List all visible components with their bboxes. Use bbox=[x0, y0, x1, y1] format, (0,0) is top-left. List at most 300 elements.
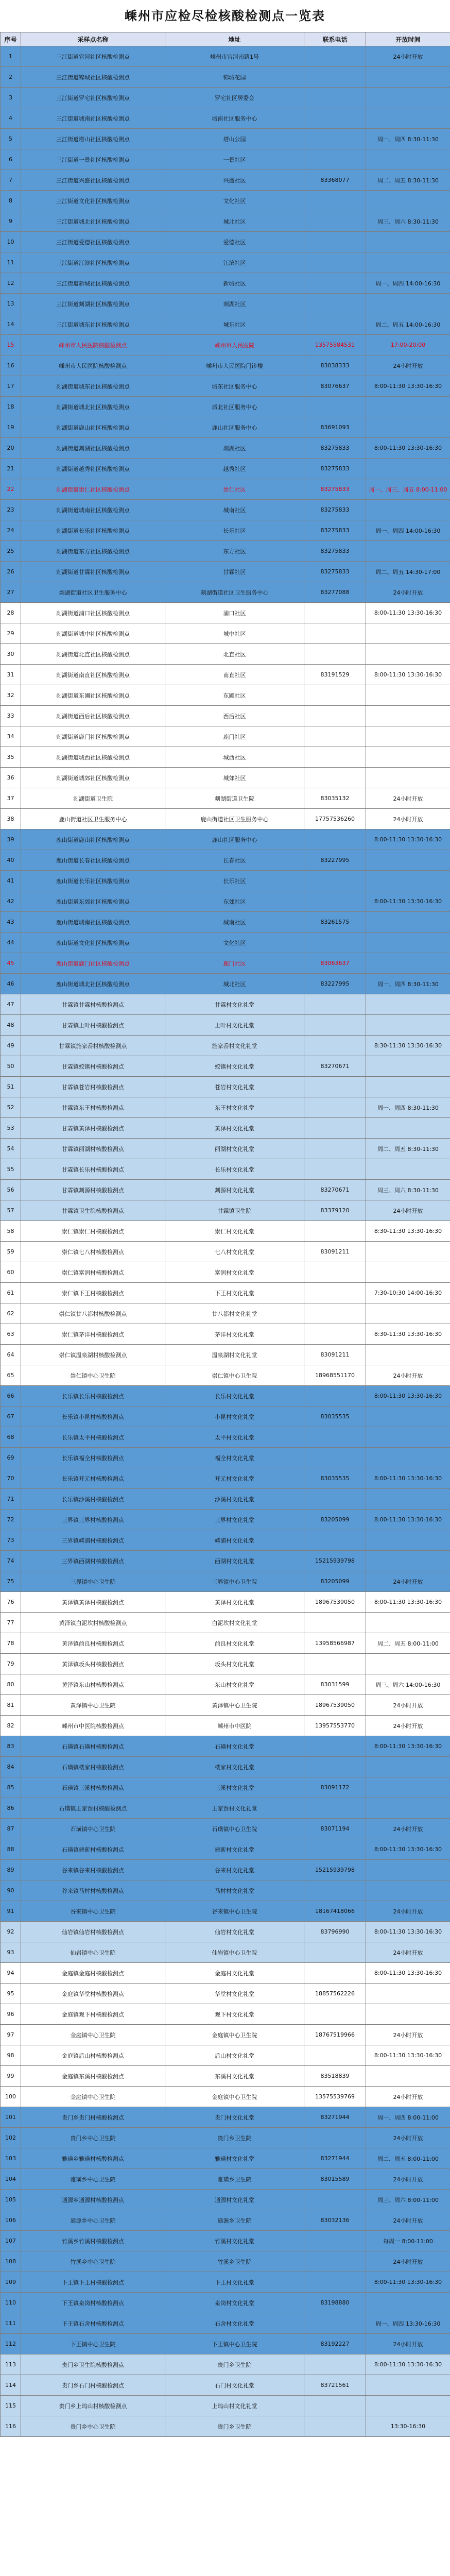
cell-no: 50 bbox=[1, 1056, 21, 1077]
cell-phone bbox=[304, 2251, 366, 2272]
cell-time: 24小时开放 bbox=[366, 1571, 450, 1592]
cell-name: 剡湖街道北直社区核酸检测点 bbox=[21, 644, 165, 665]
cell-no: 44 bbox=[1, 933, 21, 953]
cell-phone bbox=[304, 397, 366, 417]
cell-name: 剡湖街道西后社区核酸检测点 bbox=[21, 706, 165, 726]
table-row bbox=[1, 665, 450, 685]
table-row bbox=[1, 2354, 450, 2375]
cell-address: 罗宅社区居委会 bbox=[165, 88, 304, 108]
table-row bbox=[1, 1262, 450, 1283]
cell-name: 剡湖街道社区卫生服务中心 bbox=[21, 582, 165, 603]
cell-address: 城北社区服务中心 bbox=[165, 397, 304, 417]
cell-time: 周一、周四 14:00-16:30 bbox=[366, 273, 450, 294]
cell-name: 剡湖街道浦口社区核酸检测点 bbox=[21, 603, 165, 623]
cell-name: 嵊州市中医院核酸检测点 bbox=[21, 1716, 165, 1736]
cell-phone bbox=[304, 191, 366, 211]
cell-time: 周三、周六 14:00-16:30 bbox=[366, 1674, 450, 1695]
cell-address: 富润村文化礼堂 bbox=[165, 1262, 304, 1283]
cell-time: 8:30-11:30 13:30-16:30 bbox=[366, 1221, 450, 1242]
cell-phone: 83205099 bbox=[304, 1510, 366, 1530]
cell-phone: 18767519966 bbox=[304, 2025, 366, 2045]
cell-phone bbox=[304, 2313, 366, 2334]
cell-name: 三界镇西湖村核酸检测点 bbox=[21, 1551, 165, 1571]
cell-time bbox=[366, 747, 450, 768]
cell-time: 8:00-11:30 13:30-16:30 bbox=[366, 2272, 450, 2293]
cell-no: 12 bbox=[1, 273, 21, 294]
cell-time: 周三、周六 8:00-11:00 bbox=[366, 2190, 450, 2210]
cell-phone: 83205099 bbox=[304, 1571, 366, 1592]
table-row bbox=[1, 1551, 450, 1571]
cell-time bbox=[366, 2396, 450, 2416]
cell-address: 城南社区 bbox=[165, 500, 304, 520]
cell-address: 通源村文化礼堂 bbox=[165, 2190, 304, 2210]
cell-name: 崇仁镇廿八都村核酸检测点 bbox=[21, 1303, 165, 1324]
table-row bbox=[1, 1984, 450, 2004]
cell-address: 谷来村文化礼堂 bbox=[165, 1860, 304, 1880]
cell-address: 廿八都村文化礼堂 bbox=[165, 1303, 304, 1324]
cell-name: 通源乡通源村核酸检测点 bbox=[21, 2190, 165, 2210]
table-row bbox=[1, 108, 450, 129]
cell-no: 115 bbox=[1, 2396, 21, 2416]
table-row bbox=[1, 170, 450, 191]
table-row bbox=[1, 1613, 450, 1633]
cell-name: 三江街道江滨社区核酸检测点 bbox=[21, 252, 165, 273]
cell-address: 城中社区 bbox=[165, 623, 304, 644]
cell-no: 88 bbox=[1, 1839, 21, 1860]
table-row bbox=[1, 747, 450, 768]
cell-time bbox=[366, 2004, 450, 2025]
cell-phone bbox=[304, 1386, 366, 1406]
cell-name: 长乐镇福全村核酸检测点 bbox=[21, 1448, 165, 1468]
cell-address: 谷来镇中心卫生院 bbox=[165, 1901, 304, 1922]
cell-time bbox=[366, 252, 450, 273]
cell-no: 47 bbox=[1, 994, 21, 1015]
cell-phone bbox=[304, 149, 366, 170]
table-row bbox=[1, 397, 450, 417]
cell-phone: 83192227 bbox=[304, 2334, 366, 2354]
cell-phone bbox=[304, 67, 366, 88]
cell-no: 20 bbox=[1, 438, 21, 459]
cell-address: 石璜镇中心卫生院 bbox=[165, 1819, 304, 1839]
table-row bbox=[1, 1736, 450, 1757]
cell-time bbox=[366, 500, 450, 520]
cell-time bbox=[366, 912, 450, 933]
cell-phone bbox=[304, 2272, 366, 2293]
cell-no: 58 bbox=[1, 1221, 21, 1242]
cell-time: 周二、周五 14:30-17:00 bbox=[366, 562, 450, 582]
cell-phone bbox=[304, 871, 366, 891]
cell-no: 3 bbox=[1, 88, 21, 108]
cell-no: 52 bbox=[1, 1097, 21, 1118]
table-row bbox=[1, 1139, 450, 1159]
table-row bbox=[1, 1448, 450, 1468]
cell-phone: 83031599 bbox=[304, 1674, 366, 1695]
cell-phone bbox=[304, 891, 366, 912]
cell-time: 周三、周六 8:30-11:30 bbox=[366, 211, 450, 232]
cell-no: 65 bbox=[1, 1365, 21, 1386]
cell-time: 周二、周五 8:00-11:00 bbox=[366, 2148, 450, 2169]
cell-no: 39 bbox=[1, 829, 21, 850]
cell-name: 仙岩镇中心卫生院 bbox=[21, 1942, 165, 1963]
cell-phone: 83038333 bbox=[304, 355, 366, 376]
cell-address: 兴盛社区 bbox=[165, 170, 304, 191]
cell-name: 三界镇三界村核酸检测点 bbox=[21, 1510, 165, 1530]
table-row bbox=[1, 850, 450, 871]
cell-address: 东溪村文化礼堂 bbox=[165, 2066, 304, 2087]
cell-no: 6 bbox=[1, 149, 21, 170]
cell-phone: 18967539050 bbox=[304, 1695, 366, 1716]
cell-address: 崇仁镇中心卫生院 bbox=[165, 1365, 304, 1386]
cell-time: 24小时开放 bbox=[366, 2025, 450, 2045]
cell-no: 105 bbox=[1, 2190, 21, 2210]
cell-time: 24小时开放 bbox=[366, 2128, 450, 2148]
cell-time bbox=[366, 1242, 450, 1262]
cell-address: 东方社区 bbox=[165, 541, 304, 562]
cell-time bbox=[366, 2375, 450, 2396]
cell-time: 24小时开放 bbox=[366, 2251, 450, 2272]
cell-no: 111 bbox=[1, 2313, 21, 2334]
cell-phone bbox=[304, 232, 366, 252]
cell-phone: 13958566987 bbox=[304, 1633, 366, 1654]
cell-address: 剡湖街道卫生院 bbox=[165, 788, 304, 809]
cell-address: 后山村文化礼堂 bbox=[165, 2045, 304, 2066]
cell-phone bbox=[304, 685, 366, 706]
cell-phone bbox=[304, 2354, 366, 2375]
table-row bbox=[1, 623, 450, 644]
cell-address: 浦口社区 bbox=[165, 603, 304, 623]
cell-address: 石门村文化礼堂 bbox=[165, 2375, 304, 2396]
table-header-row bbox=[1, 32, 450, 46]
cell-name: 竹溪乡竹溪村核酸检测点 bbox=[21, 2231, 165, 2251]
cell-name: 剡湖街道卫生院 bbox=[21, 788, 165, 809]
cell-no: 97 bbox=[1, 2025, 21, 2045]
cell-name: 贵门乡贵门村核酸检测点 bbox=[21, 2107, 165, 2128]
cell-time bbox=[366, 1077, 450, 1097]
cell-phone: 83275833 bbox=[304, 500, 366, 520]
cell-no: 96 bbox=[1, 2004, 21, 2025]
cell-time bbox=[366, 294, 450, 314]
cell-address: 蛟镇村文化礼堂 bbox=[165, 1056, 304, 1077]
table-row bbox=[1, 2169, 450, 2190]
cell-phone bbox=[304, 252, 366, 273]
table-row bbox=[1, 1159, 450, 1180]
cell-time: 周一、周四 14:00-16:30 bbox=[366, 520, 450, 541]
table-row bbox=[1, 1757, 450, 1777]
table-row bbox=[1, 1365, 450, 1386]
table-row bbox=[1, 129, 450, 149]
cell-address: 长乐社区 bbox=[165, 871, 304, 891]
cell-no: 87 bbox=[1, 1819, 21, 1839]
cell-name: 石璜镇中心卫生院 bbox=[21, 1819, 165, 1839]
table-row bbox=[1, 500, 450, 520]
cell-name: 崇仁镇崇仁村核酸检测点 bbox=[21, 1221, 165, 1242]
cell-no: 66 bbox=[1, 1386, 21, 1406]
table-row bbox=[1, 1942, 450, 1963]
table-row bbox=[1, 252, 450, 273]
table-row bbox=[1, 1015, 450, 1036]
table-row bbox=[1, 1242, 450, 1262]
cell-time: 每周一 8:00-11:00 bbox=[366, 2231, 450, 2251]
cell-address: 金庭镇中心卫生院 bbox=[165, 2025, 304, 2045]
cell-no: 89 bbox=[1, 1860, 21, 1880]
cell-address: 开元村文化礼堂 bbox=[165, 1468, 304, 1489]
cell-time bbox=[366, 397, 450, 417]
cell-no: 56 bbox=[1, 1180, 21, 1200]
cell-phone bbox=[304, 1036, 366, 1056]
cell-phone: 83518839 bbox=[304, 2066, 366, 2087]
cell-name: 剡湖街道剡湖社区核酸检测点 bbox=[21, 438, 165, 459]
table-row bbox=[1, 1200, 450, 1221]
cell-time bbox=[366, 644, 450, 665]
cell-address: 城北社区 bbox=[165, 974, 304, 994]
cell-no: 34 bbox=[1, 726, 21, 747]
cell-address: 福全村文化礼堂 bbox=[165, 1448, 304, 1468]
table-row bbox=[1, 2416, 450, 2437]
cell-phone: 83035132 bbox=[304, 788, 366, 809]
table-row bbox=[1, 1674, 450, 1695]
cell-name: 三江街道文化社区核酸检测点 bbox=[21, 191, 165, 211]
cell-name: 鹿山街道东郊社区核酸检测点 bbox=[21, 891, 165, 912]
cell-phone: 83091172 bbox=[304, 1777, 366, 1798]
cell-name: 黄泽镇中心卫生院 bbox=[21, 1695, 165, 1716]
cell-phone: 18857562226 bbox=[304, 1984, 366, 2004]
table-row bbox=[1, 726, 450, 747]
cell-time bbox=[366, 67, 450, 88]
cell-time bbox=[366, 1860, 450, 1880]
cell-address: 马村村文化礼堂 bbox=[165, 1880, 304, 1901]
cell-address: 建新村文化礼堂 bbox=[165, 1839, 304, 1860]
cell-time bbox=[366, 1056, 450, 1077]
cell-name: 甘霖镇上叶村核酸检测点 bbox=[21, 1015, 165, 1036]
table-row bbox=[1, 67, 450, 88]
cell-no: 67 bbox=[1, 1406, 21, 1427]
table-row bbox=[1, 2231, 450, 2251]
cell-no: 42 bbox=[1, 891, 21, 912]
cell-time: 24小时开放 bbox=[366, 355, 450, 376]
cell-time bbox=[366, 1613, 450, 1633]
cell-name: 石璜镇楼家村核酸检测点 bbox=[21, 1757, 165, 1777]
cell-name: 金庭镇东溪村核酸检测点 bbox=[21, 2066, 165, 2087]
cell-time bbox=[366, 1984, 450, 2004]
cell-time: 8:00-11:30 13:30-16:30 bbox=[366, 665, 450, 685]
cell-phone: 83368077 bbox=[304, 170, 366, 191]
cell-no: 61 bbox=[1, 1283, 21, 1303]
cell-name: 崇仁镇下王村核酸检测点 bbox=[21, 1283, 165, 1303]
cell-no: 91 bbox=[1, 1901, 21, 1922]
cell-no: 64 bbox=[1, 1345, 21, 1365]
cell-no: 63 bbox=[1, 1324, 21, 1345]
cell-phone bbox=[304, 1757, 366, 1777]
cell-name: 三江街道塔山社区核酸检测点 bbox=[21, 129, 165, 149]
cell-address: 上坞山村文化礼堂 bbox=[165, 2396, 304, 2416]
cell-phone: 13575584531 bbox=[304, 335, 366, 355]
cell-time bbox=[366, 1798, 450, 1819]
table-body bbox=[1, 46, 450, 2437]
cell-phone: 83379120 bbox=[304, 1200, 366, 1221]
table-row bbox=[1, 2334, 450, 2354]
cell-name: 甘霖镇蛟镇村核酸检测点 bbox=[21, 1056, 165, 1077]
cell-no: 53 bbox=[1, 1118, 21, 1139]
cell-phone bbox=[304, 1798, 366, 1819]
cell-time: 7:30-10:30 14:00-16:30 bbox=[366, 1283, 450, 1303]
table-row bbox=[1, 1716, 450, 1736]
cell-name: 三江街道城北社区核酸检测点 bbox=[21, 211, 165, 232]
cell-phone bbox=[304, 1159, 366, 1180]
cell-time: 8:00-11:30 13:30-16:30 bbox=[366, 1386, 450, 1406]
cell-name: 嵊州市人民医院核酸检测点 bbox=[21, 335, 165, 355]
cell-time: 24小时开放 bbox=[366, 2169, 450, 2190]
cell-time bbox=[366, 1345, 450, 1365]
cell-address: 王家岙村文化礼堂 bbox=[165, 1798, 304, 1819]
cell-phone bbox=[304, 933, 366, 953]
cell-time bbox=[366, 1448, 450, 1468]
cell-address: 城西社区 bbox=[165, 747, 304, 768]
cell-no: 38 bbox=[1, 809, 21, 829]
cell-address: 前良村文化礼堂 bbox=[165, 1633, 304, 1654]
cell-no: 41 bbox=[1, 871, 21, 891]
cell-time bbox=[366, 1262, 450, 1283]
cell-phone bbox=[304, 726, 366, 747]
table-row bbox=[1, 479, 450, 500]
cell-time bbox=[366, 623, 450, 644]
cell-address: 江滨社区 bbox=[165, 252, 304, 273]
cell-name: 剡湖街道城北社区核酸检测点 bbox=[21, 397, 165, 417]
cell-address: 崇仁社区 bbox=[165, 479, 304, 500]
cell-time bbox=[366, 768, 450, 788]
table-row bbox=[1, 829, 450, 850]
cell-no: 27 bbox=[1, 582, 21, 603]
cell-address: 鹿山社区服务中心 bbox=[165, 417, 304, 438]
cell-address: 竹溪村文化礼堂 bbox=[165, 2231, 304, 2251]
cell-address: 三溪村文化礼堂 bbox=[165, 1777, 304, 1798]
cell-address: 观下村文化礼堂 bbox=[165, 2004, 304, 2025]
cell-no: 74 bbox=[1, 1551, 21, 1571]
cell-no: 16 bbox=[1, 355, 21, 376]
cell-address: 甘霖社区 bbox=[165, 562, 304, 582]
cell-address: 贵门村文化礼堂 bbox=[165, 2107, 304, 2128]
cell-phone bbox=[304, 1118, 366, 1139]
cell-name: 崇仁镇茅洋村核酸检测点 bbox=[21, 1324, 165, 1345]
cell-name: 金庭镇观下村核酸检测点 bbox=[21, 2004, 165, 2025]
table-row bbox=[1, 891, 450, 912]
cell-address: 西后社区 bbox=[165, 706, 304, 726]
cell-time: 周二、周五 8:30-11:30 bbox=[366, 170, 450, 191]
cell-time: 24小时开放 bbox=[366, 2334, 450, 2354]
cell-address: 甘霖镇卫生院 bbox=[165, 1200, 304, 1221]
cell-address: 鹿门社区 bbox=[165, 953, 304, 974]
table-row bbox=[1, 2087, 450, 2107]
cell-no: 7 bbox=[1, 170, 21, 191]
cell-name: 鹿山街道城南社区核酸检测点 bbox=[21, 912, 165, 933]
cell-time: 周一、周四 8:30-11:30 bbox=[366, 974, 450, 994]
cell-address: 白泥坎村文化礼堂 bbox=[165, 1613, 304, 1633]
cell-name: 甘霖镇丽湖村核酸检测点 bbox=[21, 1139, 165, 1159]
cell-no: 81 bbox=[1, 1695, 21, 1716]
cell-address: 塔山公园 bbox=[165, 129, 304, 149]
cell-no: 13 bbox=[1, 294, 21, 314]
table-row bbox=[1, 1592, 450, 1613]
cell-address: 越秀社区 bbox=[165, 459, 304, 479]
cell-address: 泉岗村文化礼堂 bbox=[165, 2293, 304, 2313]
cell-address: 嵊州市人民医院 bbox=[165, 335, 304, 355]
cell-phone bbox=[304, 623, 366, 644]
cell-time bbox=[366, 1406, 450, 1427]
cell-time bbox=[366, 850, 450, 871]
cell-phone bbox=[304, 2396, 366, 2416]
cell-time: 8:00-11:30 13:30-16:30 bbox=[366, 438, 450, 459]
cell-no: 85 bbox=[1, 1777, 21, 1798]
cell-name: 三江街道一景社区核酸检测点 bbox=[21, 149, 165, 170]
cell-no: 114 bbox=[1, 2375, 21, 2396]
cell-no: 62 bbox=[1, 1303, 21, 1324]
cell-no: 83 bbox=[1, 1736, 21, 1757]
cell-name: 黄泽镇东山村核酸检测点 bbox=[21, 1674, 165, 1695]
cell-name: 甘霖镇施家岙村核酸检测点 bbox=[21, 1036, 165, 1056]
cell-name: 下王镇中心卫生院 bbox=[21, 2334, 165, 2354]
cell-time: 24小时开放 bbox=[366, 1716, 450, 1736]
cell-address: 城北社区 bbox=[165, 211, 304, 232]
cell-time bbox=[366, 1427, 450, 1448]
cell-address: 剡湖社区 bbox=[165, 438, 304, 459]
cell-name: 剡湖街道城西社区核酸检测点 bbox=[21, 747, 165, 768]
table-row bbox=[1, 953, 450, 974]
cell-address: 石舍村文化礼堂 bbox=[165, 2313, 304, 2334]
cell-name: 贵门乡中心卫生院 bbox=[21, 2416, 165, 2437]
cell-name: 黄泽镇黄泽村核酸检测点 bbox=[21, 1592, 165, 1613]
cell-address: 华堂村文化礼堂 bbox=[165, 1984, 304, 2004]
cell-address: 长乐村文化礼堂 bbox=[165, 1159, 304, 1180]
cell-time: 8:00-11:30 13:30-16:30 bbox=[366, 376, 450, 397]
cell-name: 金庭镇金庭村核酸检测点 bbox=[21, 1963, 165, 1984]
cell-no: 103 bbox=[1, 2148, 21, 2169]
cell-address: 金庭镇中心卫生院 bbox=[165, 2087, 304, 2107]
cell-address: 城南社区 bbox=[165, 912, 304, 933]
cell-phone: 18167418066 bbox=[304, 1901, 366, 1922]
cell-time: 周一、周四 8:00-11:00 bbox=[366, 2107, 450, 2128]
cell-address: 爱德社区 bbox=[165, 232, 304, 252]
cell-phone bbox=[304, 2231, 366, 2251]
cell-time: 24小时开放 bbox=[366, 582, 450, 603]
table-row bbox=[1, 2025, 450, 2045]
table-row bbox=[1, 1839, 450, 1860]
cell-name: 崇仁镇中心卫生院 bbox=[21, 1365, 165, 1386]
table-row bbox=[1, 211, 450, 232]
cell-phone: 83270671 bbox=[304, 1180, 366, 1200]
cell-no: 95 bbox=[1, 1984, 21, 2004]
cell-address: 施家岙村文化礼堂 bbox=[165, 1036, 304, 1056]
cell-name: 嵊州市人民医院核酸检测点 bbox=[21, 355, 165, 376]
cell-name: 甘霖镇黄泽村核酸检测点 bbox=[21, 1118, 165, 1139]
table-row bbox=[1, 232, 450, 252]
cell-address: 文化社区 bbox=[165, 191, 304, 211]
table-row bbox=[1, 1777, 450, 1798]
cell-time: 8:00-11:30 13:30-16:30 bbox=[366, 1963, 450, 1984]
cell-address: 南直社区 bbox=[165, 665, 304, 685]
cell-address: 太平村文化礼堂 bbox=[165, 1427, 304, 1448]
cell-time: 24小时开放 bbox=[366, 2087, 450, 2107]
cell-address: 东王村文化礼堂 bbox=[165, 1097, 304, 1118]
cell-address: 嵊州市中医院 bbox=[165, 1716, 304, 1736]
cell-address: 金庭村文化礼堂 bbox=[165, 1963, 304, 1984]
cell-no: 8 bbox=[1, 191, 21, 211]
cell-time bbox=[366, 1530, 450, 1551]
cell-name: 剡湖街道东圃社区核酸检测点 bbox=[21, 685, 165, 706]
table-row bbox=[1, 191, 450, 211]
cell-time: 8:00-11:30 13:30-16:30 bbox=[366, 1510, 450, 1530]
cell-no: 69 bbox=[1, 1448, 21, 1468]
cell-name: 剡湖街道甘霖社区核酸检测点 bbox=[21, 562, 165, 582]
cell-phone bbox=[304, 768, 366, 788]
